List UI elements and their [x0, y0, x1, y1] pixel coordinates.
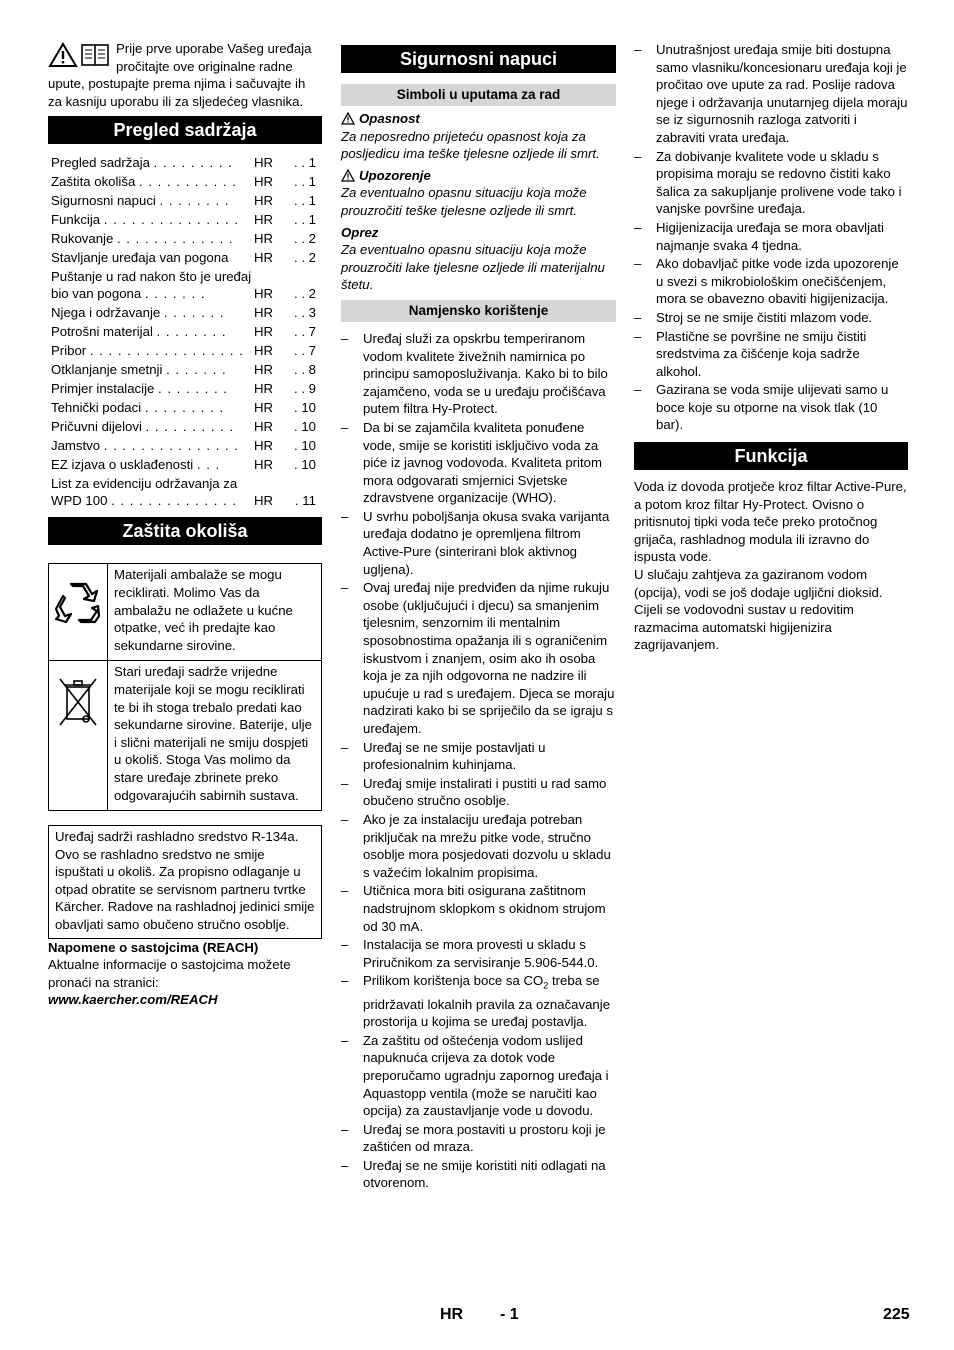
toc-item-title: Pričuvni dijelovi [51, 419, 142, 435]
toc-item[interactable] [48, 304, 322, 321]
function-paragraph-1: Voda iz dovoda protječe kroz filtar Active-Pure, a potom kroz filtar Hy-Protect. Ovisno o pritisnutoj tipki voda teče preko protočnog grijača, rashladnog modula ili izravno do ispusta vode. [634, 479, 907, 565]
toc-item[interactable] [48, 456, 322, 473]
list-item: – Uređaj se ne smije postavljati u profesionalnim kuhinjama. [341, 739, 616, 774]
toc-item-page: . . 2 [294, 231, 316, 247]
toc-item-leader: . . . . . . . . . [144, 400, 225, 416]
toc-item-leader: . . . . . . . . . . . . . . . [103, 212, 240, 228]
list-item: – Instalacija se mora provesti u skladu s Priručnikom za servisiranje 5.906-544.0. [341, 936, 616, 971]
column-middle [341, 45, 616, 1192]
toc-item-lang: HR [254, 493, 274, 509]
toc-item-lang: HR [254, 324, 274, 340]
list-item: – Da bi se zajamčila kvaliteta ponuđene vode, smije se koristiti isključivo voda za piće iz javnog vodovoda. Kvaliteta pritom mora odgovarati smjernici Svjetske zdravstvene organizacije (WHO). [341, 419, 616, 507]
toc-item-leader: . . . . . . . [166, 362, 227, 378]
warning-text: Za eventualno opasnu situaciju koja može prouzročiti teške tjelesne ozljede ili smrt. [341, 185, 587, 218]
caution-text: Za eventualno opasnu situaciju koja može prouzročiti lake tjelesne ozljede ili materijalnu štetu. [341, 242, 605, 293]
list-item: – Stroj se ne smije čistiti mlazom vode. [634, 309, 908, 327]
toc-item-lang: HR [254, 362, 274, 378]
toc-item[interactable] [48, 249, 322, 266]
toc-item-page: . . 1 [294, 212, 316, 228]
intended-use-heading: Namjensko korištenje [341, 300, 616, 322]
toc-item[interactable] [48, 192, 322, 209]
toc-item-title: Sigurnosni napuci [51, 193, 156, 209]
list-item: – Uređaj smije instalirati i pustiti u rad samo obučeno stručno osoblje. [341, 775, 616, 810]
danger-text: Za neposredno prijeteću opasnost koja za posljedicu ima teške tjelesne ozljede ili smrt. [341, 128, 600, 162]
recycling-text: Materijali ambalaže se mogu reciklirati. Molimo Vas da ambalažu ne odlažete u kućne otpatke, već ih predajte kao sekundarne sirovine. [108, 564, 322, 661]
footer-local-page: - 1 [500, 1306, 519, 1323]
toc-item-leader: . . . . . . . . . . . [138, 174, 237, 190]
toc-item-leader: . . . . . . . . . . . . . [116, 231, 234, 247]
toc-item-lang: HR [254, 305, 274, 321]
caution-heading: Oprez [341, 224, 379, 240]
toc-item-lang: HR [254, 400, 274, 416]
toc-item-lang: HR [254, 457, 274, 473]
toc-item[interactable] [48, 418, 322, 435]
toc-item[interactable] [48, 211, 322, 228]
toc-item-page: . . 8 [294, 362, 316, 378]
function-paragraph-2: U slučaju zahtjeva za gaziranom vodom (opcija), vodi se još dodaje ugljični dioksid. Cijeli se vodovodni sustav u redovitim razmacima automatski higijenizira zagrijavanjem. [634, 567, 883, 653]
toc-item-lang: HR [254, 250, 274, 266]
toc-item-page: . 10 [294, 419, 316, 435]
toc-item-title: Jamstvo [51, 438, 101, 454]
toc-item-lang: HR [254, 174, 274, 190]
table-of-contents [48, 154, 322, 509]
toc-item-page: . 10 [294, 400, 316, 416]
list-item: – Ovaj uređaj nije predviđen da njime rukuju osobe (uključujući i djecu) sa smanjenim tjelesnim, senzornim ili mentalnim sposobnostima opažanja ili s ograničenim iskustvom i znanjem, osim ako ih osoba koja je za njih odgovorna ne nadzire ili upućuje u rad s uređajem. Djeca se moraju nadzirati kako bi se spriječilo da se igraju s uređajem. [341, 579, 616, 737]
co2-list [341, 972, 616, 1030]
intro-paragraph: Prije prve uporabe Vašeg uređaja pročitajte ove originalne radne upute, postupajte prema njima i sačuvajte ih za kasniju uporabu ili za sljedećeg vlasnika. [48, 41, 312, 109]
toc-item-title: Pribor [51, 343, 87, 359]
toc-item[interactable] [48, 154, 322, 171]
toc-item-lang: HR [254, 193, 274, 209]
toc-item-page: . . 1 [294, 155, 316, 171]
toc-item[interactable] [48, 173, 322, 190]
toc-item-page: . . 1 [294, 193, 316, 209]
toc-item-title: Puštanje u rad nakon što je uređaj bio van pogona [51, 269, 252, 302]
toc-item-lang: HR [254, 155, 274, 171]
footer-language: HR [440, 1306, 464, 1323]
list-item: – Uređaj se mora postaviti u prostoru koji je zaštićen od mraza. [341, 1121, 616, 1156]
column-left [48, 40, 322, 1009]
toc-item-page: . . 9 [294, 381, 316, 397]
toc-item-leader: . . . . . . . . [159, 193, 230, 209]
toc-item[interactable] [48, 380, 322, 397]
list-item: – Plastične se površine ne smiju čistiti sredstvima za čišćenje koja sadrže alkohol. [634, 328, 908, 381]
toc-item-title: Zaštita okoliša [51, 174, 136, 190]
warning-triangle-icon [341, 169, 355, 182]
intended-use-list [341, 330, 616, 971]
list-item: – U svrhu poboljšanja okusa svaka varijanta uređaja dodatno je opremljena filtrom Active-Pure (sinterirani blok aktivnog ugljena). [341, 508, 616, 578]
toc-item[interactable] [48, 323, 322, 340]
environment-table [48, 563, 322, 811]
warning-triangle-icon [48, 42, 78, 68]
toc-item-title: Funkcija [51, 212, 101, 228]
toc-item-page: . . 1 [294, 174, 316, 190]
refrigerant-box [48, 825, 322, 939]
column-right [634, 40, 908, 654]
toc-item-lang: HR [254, 343, 274, 359]
weee-text: Stari uređaji sadrže vrijedne materijale koji se mogu reciklirati te bi ih stoga trebalo predati kao sekundarne sirovine. Baterije, ulje i slični materijali ne smiju dospjeti u okoliš. Stoga Vas molimo da stare uređaje zbrinete preko odgovarajućih sabirnih sustava. [108, 661, 322, 811]
list-item: – Za zaštitu od oštećenja vodom uslijed napuknuća crijeva za dotok vode preporučamo ugradnju zapornog uređaja i Aquastopp ventila (može se naručiti kao opcija) za zaustavljanje vode u dovodu. [341, 1032, 616, 1120]
toc-item[interactable] [48, 342, 322, 359]
toc-item-title: Tehnički podaci [51, 400, 142, 416]
toc-item-page: . . 7 [294, 324, 316, 340]
toc-heading: Pregled sadržaja [48, 116, 322, 144]
toc-item-leader: . . . . . . . . . . . . . . [111, 493, 238, 509]
toc-item-page: . 11 [294, 493, 316, 509]
refrigerant-text: Uređaj sadrži rashladno sredstvo R-134a. Ovo se rashladno sredstvo ne smije ispuštati u okoliš. Za propisno odlaganje u otpad obratite se servisnom partneru tvrtke Kärcher. Radove na rashladnoj jedinici smije obavljati samo obučeno stručno osoblje. [55, 829, 315, 933]
toc-item-page: . . 2 [294, 250, 316, 266]
recycling-icon [53, 578, 103, 628]
list-item: – Uređaj se ne smije koristiti niti odlagati na otvorenom. [341, 1157, 616, 1192]
toc-item-leader: . . . . . . . . . . [145, 419, 235, 435]
toc-item-leader: . . . . . . . . . . . . . . . [103, 438, 240, 454]
toc-item-title: Potrošni materijal [51, 324, 153, 340]
toc-item-lang: HR [254, 231, 274, 247]
toc-item-lang: HR [254, 212, 274, 228]
list-item: – Ako dobavljač pitke vode izda upozorenje u svezi s mikrobiološkim onečišćenjem, mora se obavezno obaviti higijenizacija. [634, 255, 908, 308]
environment-heading: Zaštita okoliša [48, 517, 322, 545]
toc-item[interactable] [48, 361, 322, 378]
list-item: – Ako je za instalaciju uređaja potreban priključak na mrežu pitke vode, stručno osoblje mora posjedovati dozvolu u skladu s važećim lokalnim propisima. [341, 811, 616, 881]
toc-item-leader: . . . . . . . . . [153, 155, 233, 171]
list-item: – Unutrašnjost uređaja smije biti dostupna samo vlasniku/koncesionaru uređaja koji je pročitao ove upute za rad. Poslije radova njege i održavanja unutarnjeg dijela moraju se iz sigurnosnih razloga zatvoriti i zabraviti vrata uređaja. [634, 41, 908, 147]
danger-heading: Opasnost [341, 110, 616, 128]
list-item: – Uređaj služi za opskrbu temperiranom vodom kvalitete živežnih namirnica po principu samoposluživanja. Kako bi to bilo zajamčeno, voda se u uređaju pročišćava putem filtra Hy-Protect. [341, 330, 616, 418]
toc-item-leader: . . . . . . . [163, 305, 225, 321]
crossed-bin-icon [56, 675, 100, 731]
toc-item[interactable] [48, 230, 322, 247]
manual-book-icon [80, 42, 110, 68]
safety-heading: Sigurnosni napuci [341, 45, 616, 73]
toc-item-leader: . . . [196, 457, 221, 473]
toc-item-lang: HR [254, 419, 274, 435]
toc-item-page: . . 3 [294, 305, 316, 321]
toc-item-title: Rukovanje [51, 231, 114, 247]
toc-item-page: . 10 [294, 457, 316, 473]
intro-icons [48, 42, 110, 68]
toc-item-leader: . . . . . . . [144, 286, 206, 302]
toc-item-lang: HR [254, 381, 274, 397]
list-item: – Gazirana se voda smije ulijevati samo u boce koje su otporne na visok tlak (10 bar). [634, 381, 908, 434]
toc-item-title: List za evidenciju održavanja za WPD 100 [51, 476, 238, 509]
toc-item-page: . 10 [294, 438, 316, 454]
reach-text: Aktualne informacije o sastojcima možete pronaći na stranici: [48, 957, 291, 990]
function-heading: Funkcija [634, 442, 908, 470]
toc-item[interactable] [48, 399, 322, 416]
toc-item[interactable] [48, 437, 322, 454]
toc-item-lang: HR [254, 286, 274, 302]
intended-use-list-end [341, 1032, 616, 1192]
toc-item-title: EZ izjava o usklađenosti [51, 457, 194, 473]
toc-item-title: Otklanjanje smetnji [51, 362, 163, 378]
toc-item-page: . . 7 [294, 343, 316, 359]
warning-heading: Upozorenje [341, 167, 616, 185]
list-item: – Prilikom korištenja boce sa $CO_2$ treba se pridržavati lokalnih pravila za označavanje prostorija u kojima se uređaj postavlja. [341, 972, 616, 1030]
footer-page-number: 225 [883, 1306, 910, 1323]
list-item: – Utičnica mora biti osigurana zaštitnom nadstrujnom sklopkom s okidnom strujom od 30 mA. [341, 882, 616, 935]
toc-item-leader: . . . . . . . . . . . . . . . . . [89, 343, 244, 359]
list-item: – Higijenizacija uređaja se mora obavljati najmanje svaka 4 tjedna. [634, 219, 908, 254]
toc-item-page: . . 2 [294, 286, 316, 302]
toc-item[interactable] [48, 268, 322, 302]
toc-item-lang: HR [254, 438, 274, 454]
toc-item[interactable] [48, 475, 322, 509]
symbols-heading: Simboli u uputama za rad [341, 84, 616, 106]
toc-item-title: Stavljanje uređaja van pogona [51, 250, 229, 266]
toc-item-leader: . . . . . . . . [156, 324, 227, 340]
safety-list-continued [634, 41, 908, 434]
toc-item-title: Primjer instalacije [51, 381, 155, 397]
reach-heading: Napomene o sastojcima (REACH) [48, 939, 259, 955]
list-item: – Za dobivanje kvalitete vode u skladu s propisima moraju se redovno čistiti kako šalica za sakupljanje prolivene vode tako i vanjske površine uređaja. [634, 148, 908, 218]
danger-triangle-icon [341, 112, 355, 125]
toc-item-leader: . . . . . . . . [158, 381, 228, 397]
toc-item-title: Njega i održavanje [51, 305, 161, 321]
reach-link[interactable]: www.kaercher.com/REACH [48, 992, 218, 1008]
toc-item-title: Pregled sadržaja [51, 155, 150, 171]
